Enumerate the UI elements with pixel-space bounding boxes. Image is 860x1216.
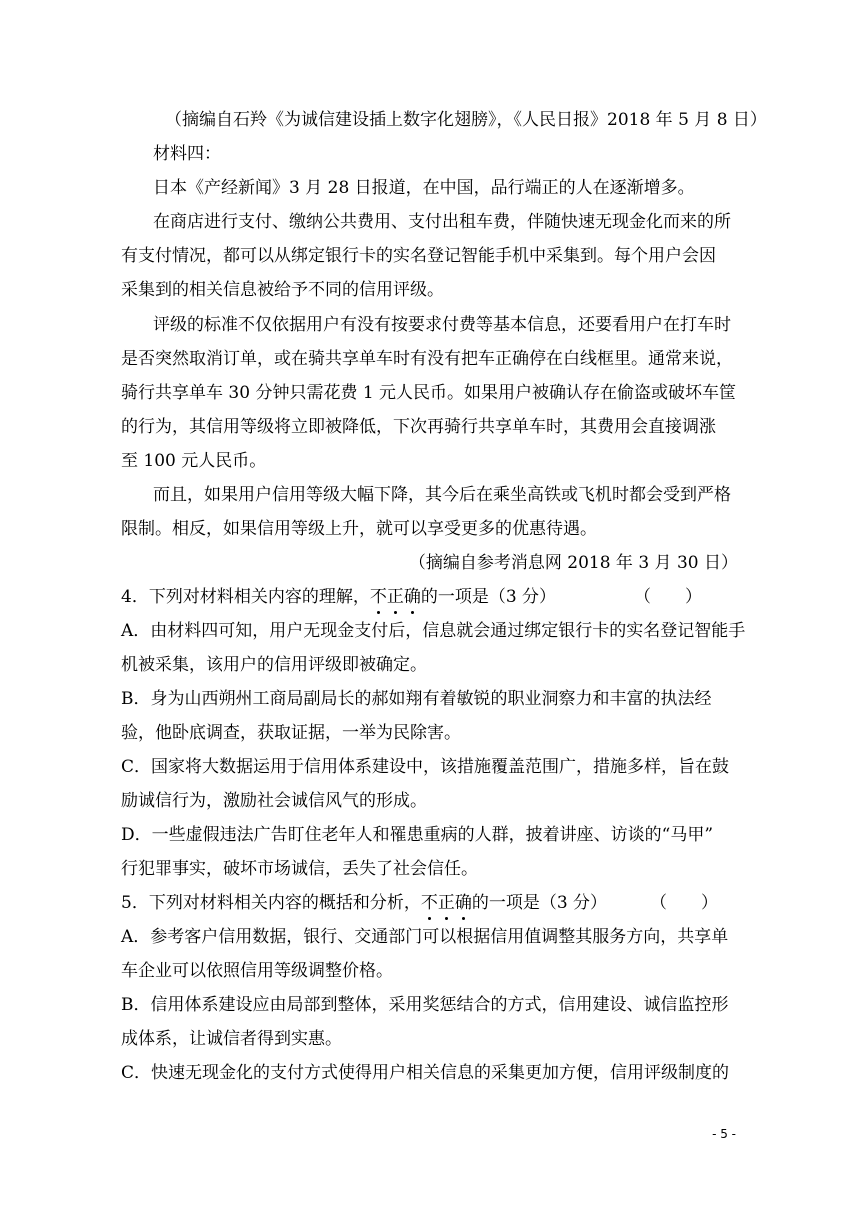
question-4-suffix: 的一项是（3 分） (420, 587, 557, 607)
question-4-option-d-cont: 行犯罪事实，破坏市场诚信，丢失了社会信任。 (121, 859, 478, 879)
question-5-suffix: 的一项是（3 分） (471, 893, 608, 913)
question-4-option-b-cont: 验，他卧底调查，获取证据，一举为民除害。 (121, 723, 461, 743)
material-4-heading: 材料四： (153, 144, 221, 164)
source-citation-1: （摘编自石羚《为诚信建设插上数字化翅膀》，《人民日报》2018 年 5 月 8 日） (165, 110, 767, 130)
material-4-paragraph-2-line: 在商店进行支付、缴纳公共费用、支付出租车费，伴随快速无现金化而来的所 (153, 212, 731, 232)
question-5-option-a: A．参考客户信用数据，银行、交通部门可以根据信用值调整其服务方向，共享单 (121, 927, 729, 947)
page-number: - 5 - (712, 1127, 736, 1141)
material-4-paragraph-3-line: 骑行共享单车 30 分钟只需花费 1 元人民币。如果用户被确认存在偷盗或破坏车筐 (121, 383, 737, 403)
question-4-stem (121, 585, 556, 609)
material-4-paragraph-3-line: 至 100 元人民币。 (121, 451, 267, 471)
emphasis-char: 正 (386, 587, 404, 607)
emphasis-char: 确 (454, 893, 472, 913)
question-4-option-a-cont: 机被采集，该用户的信用评级即被确定。 (121, 655, 427, 675)
question-5-option-b-cont: 成体系，让诚信者得到实惠。 (121, 1029, 342, 1049)
question-5-answer-bracket: （ ） (650, 893, 718, 913)
material-4-paragraph-2-line: 采集到的相关信息被给予不同的信用评级。 (121, 280, 444, 300)
question-4-prefix: 4．下列对材料相关内容的理解， (121, 587, 370, 607)
question-4-option-b: B．身为山西朔州工商局副局长的郝如翔有着敏锐的职业洞察力和丰富的执法经 (121, 689, 712, 709)
question-5-stem (121, 891, 607, 915)
question-4-option-a: A．由材料四可知，用户无现金支付后，信息就会通过绑定银行卡的实名登记智能手 (121, 621, 746, 641)
material-4-paragraph-1: 日本《产经新闻》3 月 28 日报道，在中国，品行端正的人在逐渐增多。 (153, 178, 695, 198)
question-4-option-d: D．一些虚假违法广告盯住老年人和罹患重病的人群，披着讲座、访谈的“马甲” (121, 825, 714, 845)
question-5-prefix: 5．下列对材料相关内容的概括和分析， (121, 893, 421, 913)
emphasis-char: 不 (369, 587, 387, 607)
question-5-option-b: B．信用体系建设应由局部到整体，采用奖惩结合的方式，信用建设、诚信监控形 (121, 995, 729, 1015)
question-5-option-c: C．快速无现金化的支付方式使得用户相关信息的采集更加方便，信用评级制度的 (121, 1063, 730, 1083)
material-4-paragraph-2-line: 有支付情况，都可以从绑定银行卡的实名登记智能手机中采集到。每个用户会因 (121, 246, 716, 266)
emphasis-char: 正 (437, 893, 455, 913)
emphasis-char: 确 (403, 587, 421, 607)
question-4-option-c-cont: 励诚信行为，激励社会诚信风气的形成。 (121, 791, 427, 811)
source-citation-2: （摘编自参考消息网 2018 年 3 月 30 日） (408, 553, 738, 573)
question-4-answer-bracket: （ ） (634, 587, 702, 607)
emphasis-char: 不 (420, 893, 438, 913)
question-4-option-c: C．国家将大数据运用于信用体系建设中，该措施覆盖范围广，措施多样，旨在鼓 (121, 757, 730, 777)
material-4-paragraph-4-line: 限制。相反，如果信用等级上升，就可以享受更多的优惠待遇。 (121, 519, 597, 539)
material-4-paragraph-3-line: 评级的标准不仅依据用户有没有按要求付费等基本信息，还要看用户在打车时 (153, 315, 731, 335)
material-4-paragraph-3-line: 的行为，其信用等级将立即被降低，下次再骑行共享单车时，其费用会直接调涨 (121, 417, 716, 437)
material-4-paragraph-4-line: 而且，如果用户信用等级大幅下降，其今后在乘坐高铁或飞机时都会受到严格 (153, 485, 731, 505)
material-4-paragraph-3-line: 是否突然取消订单，或在骑共享单车时有没有把车正确停在白线框里。通常来说， (121, 349, 733, 369)
question-5-option-a-cont: 车企业可以依照信用等级调整价格。 (121, 961, 393, 981)
